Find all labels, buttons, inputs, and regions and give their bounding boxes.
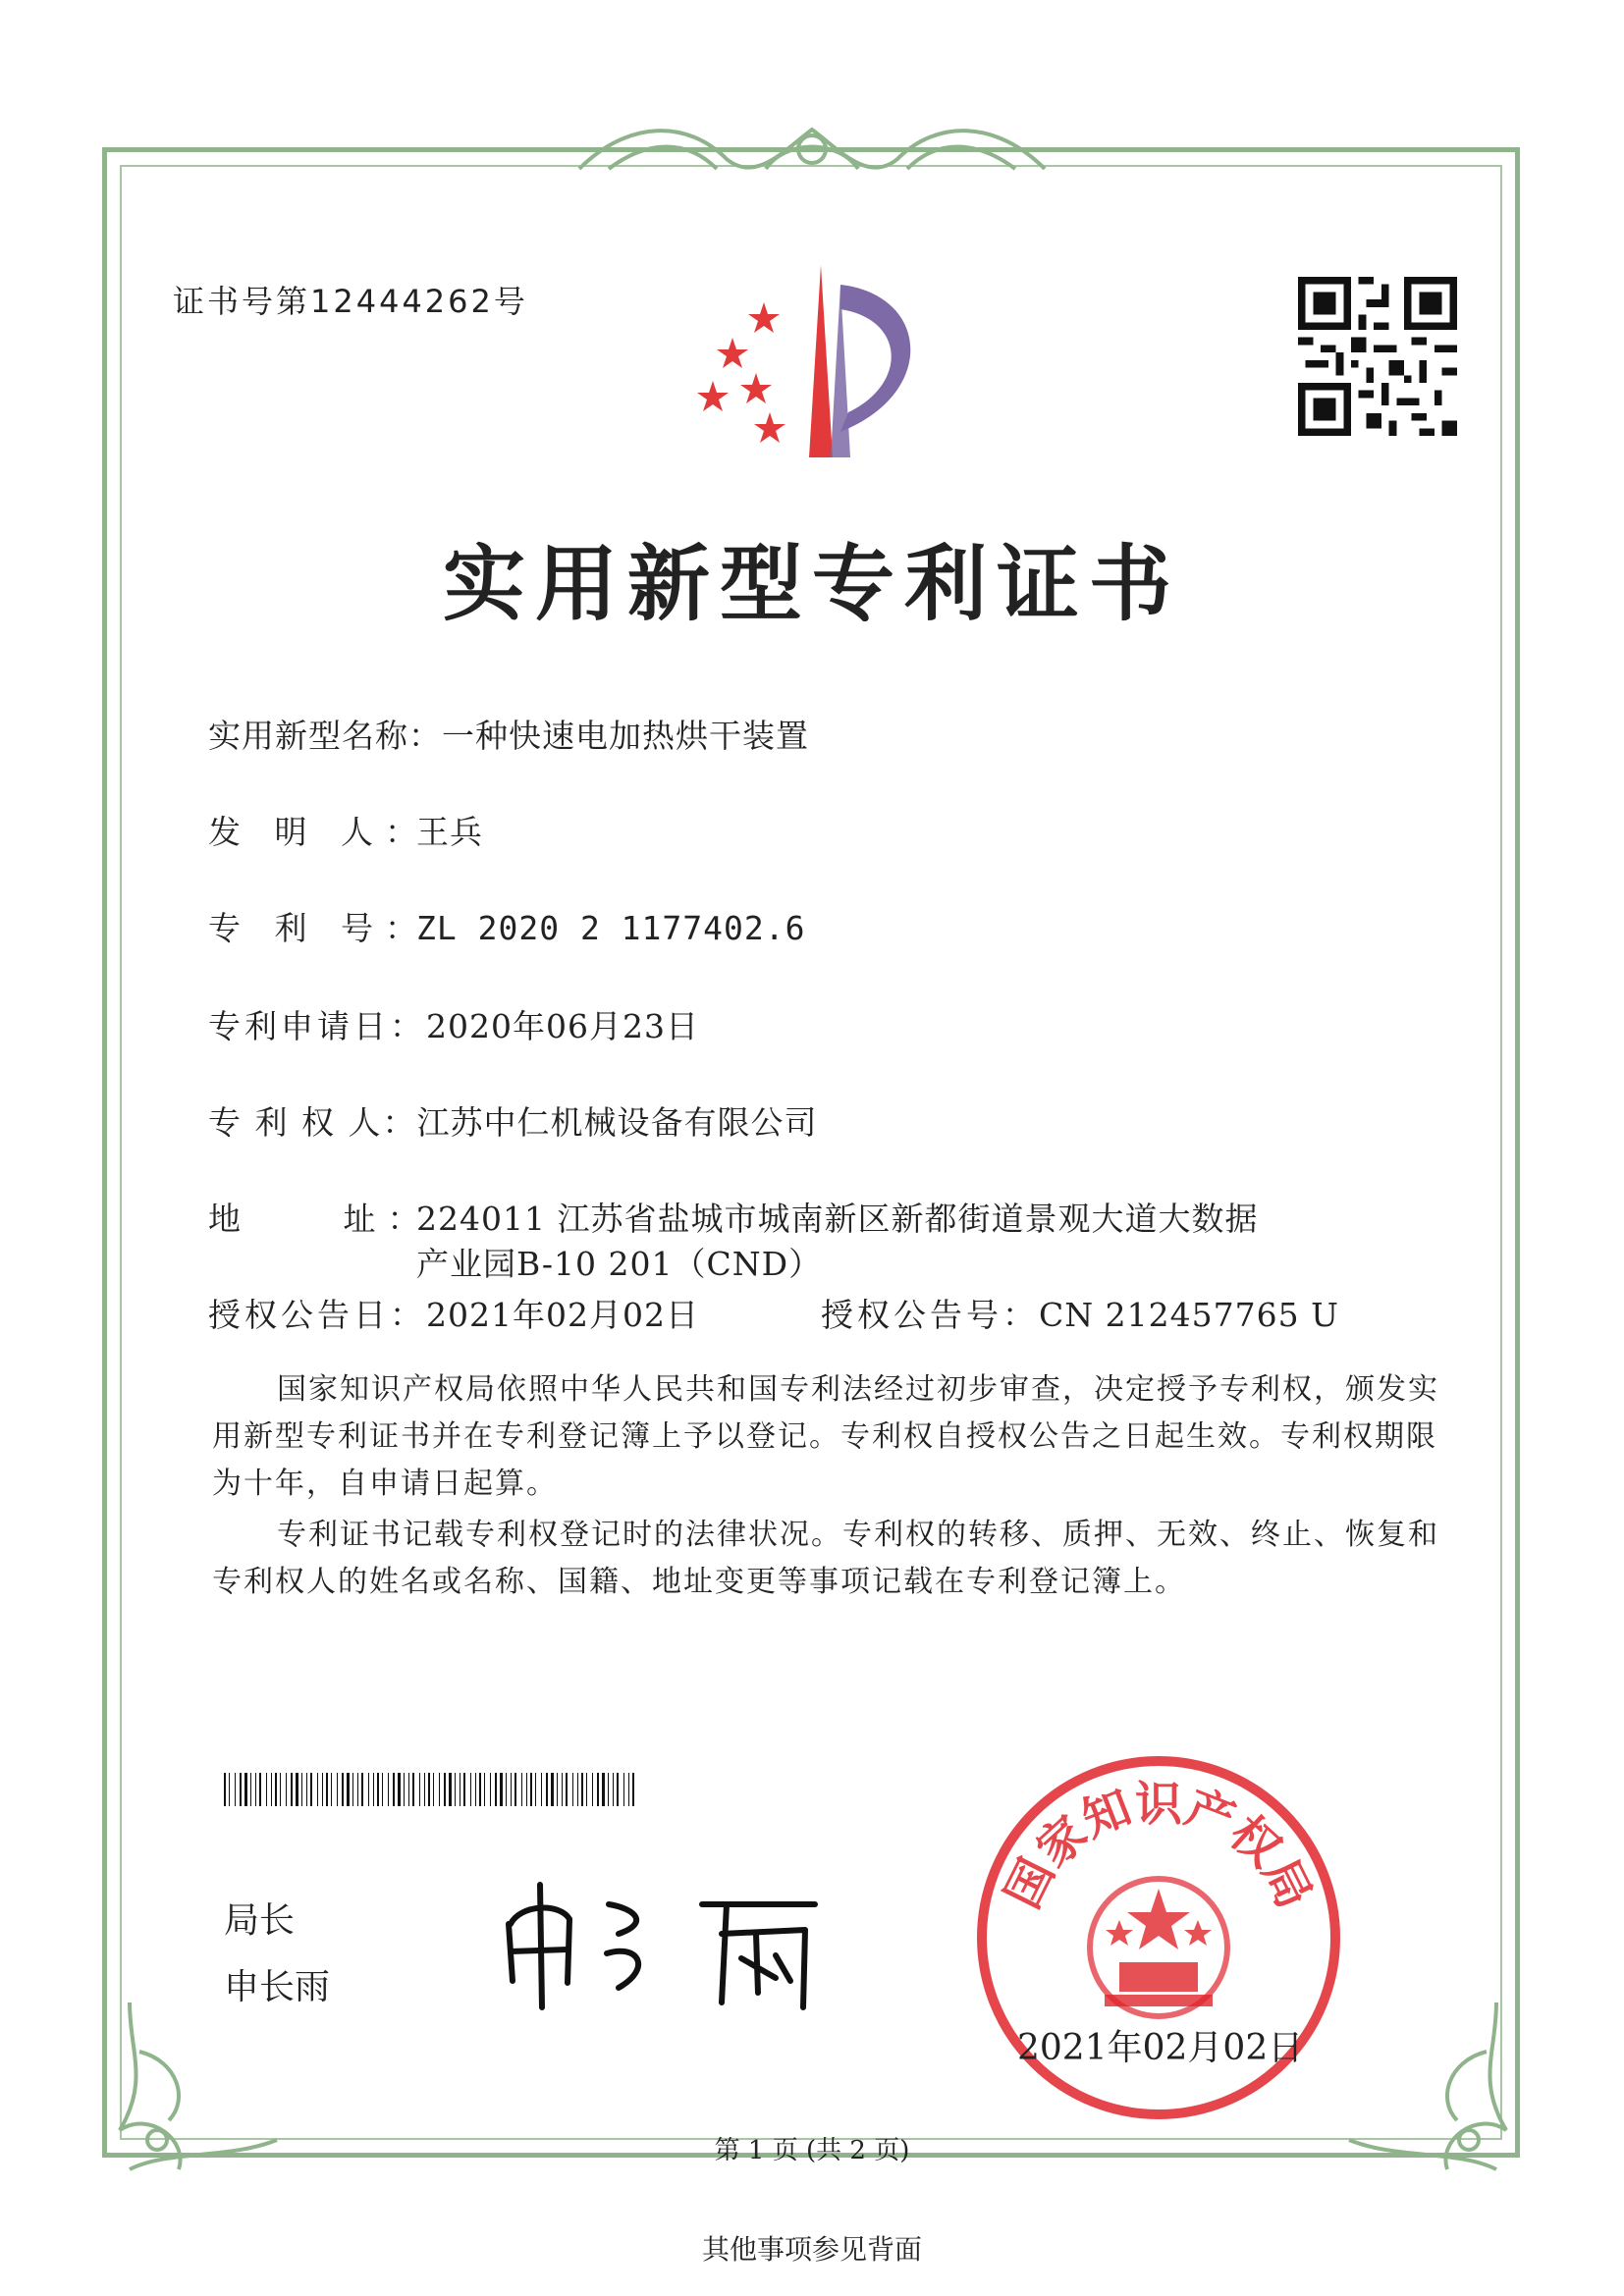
- value-patent-number: ZL 2020 2 1177402.6: [416, 909, 806, 947]
- footer-note: 其他事项参见背面: [701, 2233, 922, 2266]
- field-address: [208, 1194, 1258, 1240]
- value-patentee: 江苏中仁机械设备有限公司: [416, 1103, 818, 1142]
- director-title: 局长: [224, 1900, 296, 1941]
- certificate-number: 证书号第12444262号: [173, 283, 528, 320]
- value-address-line1: 224011 江苏省盐城市城南新区新都街道景观大道大数据: [416, 1200, 1259, 1238]
- value-grant-number: CN 212457765 U: [1039, 1296, 1339, 1334]
- field-patentee: [208, 1097, 817, 1144]
- director-signature-icon: [491, 1865, 844, 2012]
- value-utility-model-name: 一种快速电加热烘干装置: [442, 717, 809, 755]
- value-filing-date: 2020年06月23日: [426, 1007, 699, 1045]
- field-inventor: [208, 807, 483, 853]
- page-info: 第 1 页 (共 2 页): [714, 2136, 910, 2165]
- field-patent-number: [208, 903, 806, 949]
- seal-date: 2021年02月02日: [1017, 2028, 1304, 2068]
- label-filing-date: 专利申请日：: [208, 1007, 426, 1045]
- top-ornament-icon: [569, 110, 1055, 188]
- label-address: 地 址：: [208, 1200, 432, 1238]
- label-patent-number: 专 利 号：: [208, 909, 429, 947]
- label-grant-date: 授权公告日：: [208, 1296, 426, 1334]
- certificate-title: 实用新型专利证书: [442, 536, 1181, 632]
- label-utility-model-name: 实用新型名称：: [208, 717, 442, 755]
- field-grant-date: [208, 1290, 699, 1336]
- label-inventor: 发 明 人：: [208, 813, 429, 851]
- value-grant-date: 2021年02月02日: [426, 1296, 699, 1334]
- field-address-line2: [416, 1239, 822, 1285]
- director-name: 申长雨: [224, 1967, 331, 2007]
- seal-text: 国家知识产权局: [995, 1777, 1323, 1917]
- barcode-icon: [224, 1773, 634, 1806]
- field-grant-number: [821, 1290, 1339, 1336]
- cnipa-logo-icon: [693, 265, 943, 457]
- label-grant-number: 授权公告号：: [821, 1296, 1039, 1334]
- field-filing-date: [208, 1001, 699, 1047]
- label-patentee: 专 利 权 人：: [208, 1103, 417, 1142]
- value-inventor: 王兵: [416, 813, 483, 851]
- certificate-statement-1: 国家知识产权局依照中华人民共和国专利法经过初步审查，决定授予专利权，颁发实用新型专利证书并在专利登记簿上予以登记。专利权自授权公告之日起生效。专利权期限为十年，自申请日起算。: [212, 1372, 1439, 1501]
- value-address-line2: 产业园B-10 201（CND）: [416, 1245, 823, 1283]
- qr-code-icon: [1298, 277, 1457, 436]
- field-utility-model-name: [208, 711, 809, 757]
- certificate-statement-2: 专利证书记载专利权登记时的法律状况。专利权的转移、质押、无效、终止、恢复和专利权人的姓名或名称、国籍、地址变更等事项记载在专利登记簿上。: [212, 1518, 1439, 1599]
